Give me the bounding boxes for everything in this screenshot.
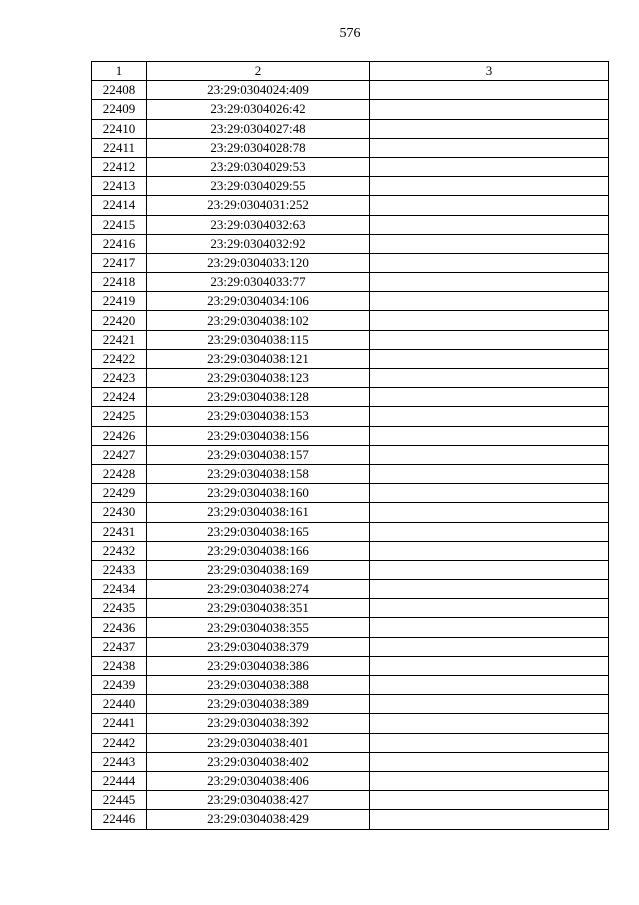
row-number-cell: 22443 (92, 752, 147, 771)
table-row (92, 407, 609, 426)
table-row (92, 618, 609, 637)
table-row (92, 273, 609, 292)
cadastral-number-cell: 23:29:0304038:165 (147, 522, 370, 541)
cadastral-number-cell: 23:29:0304038:153 (147, 407, 370, 426)
table-row (92, 522, 609, 541)
note-cell (370, 157, 609, 176)
note-cell (370, 273, 609, 292)
note-cell (370, 196, 609, 215)
note-cell (370, 752, 609, 771)
note-cell (370, 234, 609, 253)
row-number-cell: 22445 (92, 791, 147, 810)
note-cell (370, 407, 609, 426)
cadastral-number-cell: 23:29:0304038:427 (147, 791, 370, 810)
note-cell (370, 119, 609, 138)
cadastral-number-cell: 23:29:0304038:115 (147, 330, 370, 349)
cadastral-number-cell: 23:29:0304038:386 (147, 656, 370, 675)
note-cell (370, 177, 609, 196)
table-row (92, 157, 609, 176)
cadastral-number-cell: 23:29:0304026:42 (147, 100, 370, 119)
table-row (92, 369, 609, 388)
note-cell (370, 522, 609, 541)
note-cell (370, 292, 609, 311)
cadastral-number-cell: 23:29:0304038:389 (147, 695, 370, 714)
table-row (92, 349, 609, 368)
table-row (92, 771, 609, 790)
cadastral-number-cell: 23:29:0304038:402 (147, 752, 370, 771)
row-number-cell: 22441 (92, 714, 147, 733)
row-number-cell: 22427 (92, 445, 147, 464)
cadastral-number-cell: 23:29:0304038:401 (147, 733, 370, 752)
cadastral-number-cell: 23:29:0304038:157 (147, 445, 370, 464)
note-cell (370, 253, 609, 272)
cadastral-number-cell: 23:29:0304038:169 (147, 560, 370, 579)
column-header-1: 1 (92, 62, 147, 81)
row-number-cell: 22438 (92, 656, 147, 675)
note-cell (370, 138, 609, 157)
table-row (92, 541, 609, 560)
column-header-3: 3 (370, 62, 609, 81)
cadastral-number-cell: 23:29:0304034:106 (147, 292, 370, 311)
row-number-cell: 22412 (92, 157, 147, 176)
row-number-cell: 22416 (92, 234, 147, 253)
table-row (92, 119, 609, 138)
row-number-cell: 22428 (92, 464, 147, 483)
table-body (92, 81, 609, 829)
cadastral-number-cell: 23:29:0304038:406 (147, 771, 370, 790)
cadastral-number-cell: 23:29:0304038:355 (147, 618, 370, 637)
table-row (92, 714, 609, 733)
cadastral-number-cell: 23:29:0304038:388 (147, 676, 370, 695)
note-cell (370, 464, 609, 483)
cadastral-number-cell: 23:29:0304038:351 (147, 599, 370, 618)
note-cell (370, 330, 609, 349)
row-number-cell: 22423 (92, 369, 147, 388)
row-number-cell: 22426 (92, 426, 147, 445)
table-row (92, 215, 609, 234)
table-row (92, 695, 609, 714)
row-number-cell: 22439 (92, 676, 147, 695)
table-row (92, 484, 609, 503)
row-number-cell: 22430 (92, 503, 147, 522)
row-number-cell: 22436 (92, 618, 147, 637)
note-cell (370, 580, 609, 599)
cadastral-number-cell: 23:29:0304033:77 (147, 273, 370, 292)
row-number-cell: 22433 (92, 560, 147, 579)
table-row (92, 292, 609, 311)
note-cell (370, 81, 609, 100)
cadastral-number-cell: 23:29:0304038:121 (147, 349, 370, 368)
note-cell (370, 733, 609, 752)
row-number-cell: 22431 (92, 522, 147, 541)
cadastral-number-cell: 23:29:0304029:55 (147, 177, 370, 196)
table-row (92, 330, 609, 349)
row-number-cell: 22434 (92, 580, 147, 599)
page-number: 576 (339, 26, 361, 41)
row-number-cell: 22417 (92, 253, 147, 272)
cadastral-number-cell: 23:29:0304032:92 (147, 234, 370, 253)
row-number-cell: 22425 (92, 407, 147, 426)
cadastral-number-cell: 23:29:0304038:379 (147, 637, 370, 656)
row-number-cell: 22440 (92, 695, 147, 714)
cadastral-number-cell: 23:29:0304038:128 (147, 388, 370, 407)
table-row (92, 580, 609, 599)
cadastral-number-cell: 23:29:0304029:53 (147, 157, 370, 176)
table-row (92, 388, 609, 407)
cadastral-number-cell: 23:29:0304038:429 (147, 810, 370, 829)
table-row (92, 464, 609, 483)
note-cell (370, 560, 609, 579)
row-number-cell: 22429 (92, 484, 147, 503)
table-row (92, 196, 609, 215)
table-row (92, 234, 609, 253)
cadastral-number-cell: 23:29:0304028:78 (147, 138, 370, 157)
table-row (92, 599, 609, 618)
table-row (92, 791, 609, 810)
table-row (92, 253, 609, 272)
row-number-cell: 22442 (92, 733, 147, 752)
table-row (92, 733, 609, 752)
table-row (92, 560, 609, 579)
note-cell (370, 541, 609, 560)
row-number-cell: 22413 (92, 177, 147, 196)
cadastral-number-cell: 23:29:0304038:158 (147, 464, 370, 483)
cadastral-number-cell: 23:29:0304038:156 (147, 426, 370, 445)
note-cell (370, 426, 609, 445)
table-row (92, 676, 609, 695)
row-number-cell: 22437 (92, 637, 147, 656)
note-cell (370, 676, 609, 695)
row-number-cell: 22435 (92, 599, 147, 618)
note-cell (370, 100, 609, 119)
cadastral-number-cell: 23:29:0304038:102 (147, 311, 370, 330)
row-number-cell: 22422 (92, 349, 147, 368)
note-cell (370, 637, 609, 656)
cadastral-number-cell: 23:29:0304027:48 (147, 119, 370, 138)
table-row (92, 752, 609, 771)
row-number-cell: 22408 (92, 81, 147, 100)
table-header-row (92, 62, 609, 81)
note-cell (370, 349, 609, 368)
cadastral-number-cell: 23:29:0304038:160 (147, 484, 370, 503)
row-number-cell: 22411 (92, 138, 147, 157)
note-cell (370, 714, 609, 733)
table-row (92, 637, 609, 656)
row-number-cell: 22410 (92, 119, 147, 138)
cadastral-number-cell: 23:29:0304038:166 (147, 541, 370, 560)
cadastral-number-cell: 23:29:0304038:161 (147, 503, 370, 522)
note-cell (370, 503, 609, 522)
cadastral-number-cell: 23:29:0304032:63 (147, 215, 370, 234)
note-cell (370, 771, 609, 790)
row-number-cell: 22415 (92, 215, 147, 234)
note-cell (370, 618, 609, 637)
table-row (92, 81, 609, 100)
row-number-cell: 22409 (92, 100, 147, 119)
row-number-cell: 22432 (92, 541, 147, 560)
note-cell (370, 311, 609, 330)
note-cell (370, 445, 609, 464)
note-cell (370, 656, 609, 675)
table-row (92, 445, 609, 464)
row-number-cell: 22418 (92, 273, 147, 292)
note-cell (370, 388, 609, 407)
row-number-cell: 22420 (92, 311, 147, 330)
note-cell (370, 215, 609, 234)
cadastral-number-cell: 23:29:0304038:392 (147, 714, 370, 733)
table-row (92, 138, 609, 157)
row-number-cell: 22421 (92, 330, 147, 349)
row-number-cell: 22419 (92, 292, 147, 311)
note-cell (370, 791, 609, 810)
column-header-2: 2 (147, 62, 370, 81)
cadastral-number-cell: 23:29:0304038:274 (147, 580, 370, 599)
cadastral-number-cell: 23:29:0304038:123 (147, 369, 370, 388)
cadastral-number-cell: 23:29:0304024:409 (147, 81, 370, 100)
note-cell (370, 810, 609, 829)
table-row (92, 810, 609, 829)
row-number-cell: 22444 (92, 771, 147, 790)
table-row (92, 656, 609, 675)
note-cell (370, 484, 609, 503)
registry-table (91, 61, 609, 830)
cadastral-number-cell: 23:29:0304033:120 (147, 253, 370, 272)
table-row (92, 311, 609, 330)
cadastral-number-cell: 23:29:0304031:252 (147, 196, 370, 215)
table-row (92, 177, 609, 196)
note-cell (370, 695, 609, 714)
note-cell (370, 599, 609, 618)
table-row (92, 503, 609, 522)
table-row (92, 100, 609, 119)
row-number-cell: 22424 (92, 388, 147, 407)
note-cell (370, 369, 609, 388)
table-row (92, 426, 609, 445)
row-number-cell: 22446 (92, 810, 147, 829)
row-number-cell: 22414 (92, 196, 147, 215)
